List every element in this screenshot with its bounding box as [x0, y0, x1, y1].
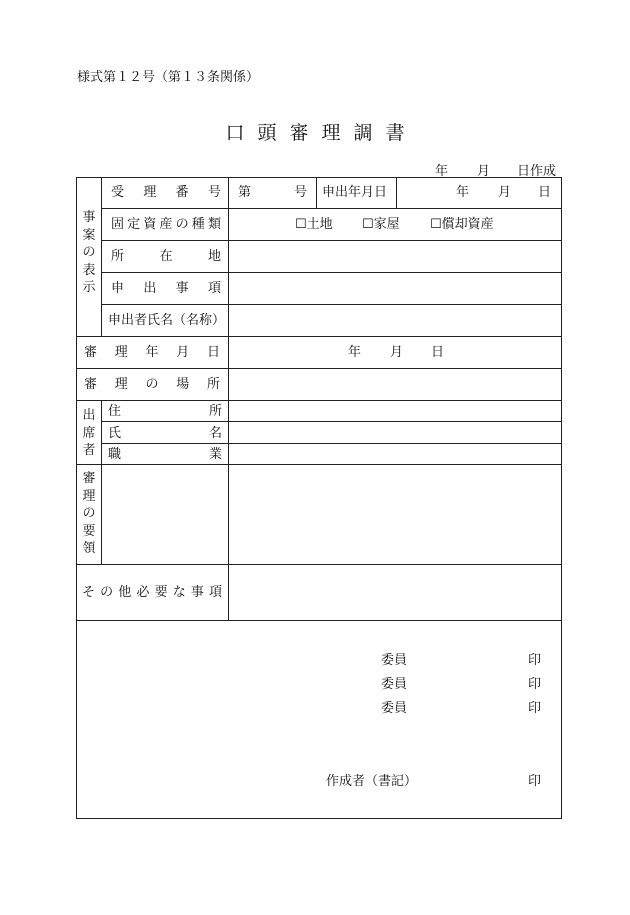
request-day-label: 日: [538, 185, 552, 200]
attendee-occupation-label: 職 業: [108, 447, 222, 462]
author-clerk-label: 作成者（書記）: [326, 774, 418, 789]
hearing-day-label: 日: [431, 345, 445, 360]
receipt-no-prefix: 第: [238, 185, 252, 200]
receipt-no-suffix: 号: [294, 185, 308, 200]
page-title: 口頭審理調書: [225, 122, 418, 144]
asset-option-depreciable[interactable]: ☐償却資産: [430, 217, 494, 232]
hearing-place-label: 審 理 の 場 所: [84, 377, 220, 392]
hearing-month-label: 月: [390, 345, 404, 360]
form-border: [77, 178, 562, 819]
request-month-label: 月: [498, 185, 512, 200]
committee-member-label-2: 委員: [381, 677, 408, 692]
committee-member-label-1: 委員: [381, 653, 408, 668]
attendee-address-label: 住 所: [108, 404, 222, 419]
other-matters-label: そ の 他 必 要 な 事 項: [82, 585, 222, 600]
asset-type-label: 固 定 資 産 の 種 類: [111, 217, 221, 232]
asset-option-land[interactable]: ☐土地: [295, 217, 333, 232]
attendees-group-label: 出席者: [82, 408, 96, 459]
checkbox-icon[interactable]: ☐: [362, 217, 374, 232]
seal-mark-2: 印: [528, 677, 542, 692]
hearing-date-label: 審 理 年 月 日: [84, 345, 220, 360]
case-group-label: 事案の表示: [82, 210, 96, 296]
asset-option-building[interactable]: ☐家屋: [362, 217, 400, 232]
form-number: 様式第１２号（第１３条関係）: [77, 70, 260, 85]
seal-mark-3: 印: [528, 701, 542, 716]
hearing-summary-label: 審理の要領: [82, 471, 96, 557]
checkbox-icon[interactable]: ☐: [430, 217, 442, 232]
hearing-year-label: 年: [348, 345, 362, 360]
created-day-label: 日作成: [517, 164, 557, 179]
seal-mark-1: 印: [528, 653, 542, 668]
receipt-number-label: 受 理 番 号: [111, 185, 221, 200]
attendee-name-label: 氏 名: [108, 426, 222, 441]
request-date-label: 申出年月日: [322, 185, 388, 200]
request-year-label: 年: [456, 185, 470, 200]
created-year-label: 年: [435, 164, 449, 179]
requester-name-label: 申出者氏名（名称）: [108, 313, 226, 328]
seal-mark-author: 印: [528, 774, 542, 789]
created-month-label: 月: [477, 164, 491, 179]
checkbox-icon[interactable]: ☐: [295, 217, 307, 232]
request-items-label: 申 出 事 項: [111, 281, 221, 296]
location-label: 所 在 地: [111, 249, 221, 264]
committee-member-label-3: 委員: [381, 701, 408, 716]
